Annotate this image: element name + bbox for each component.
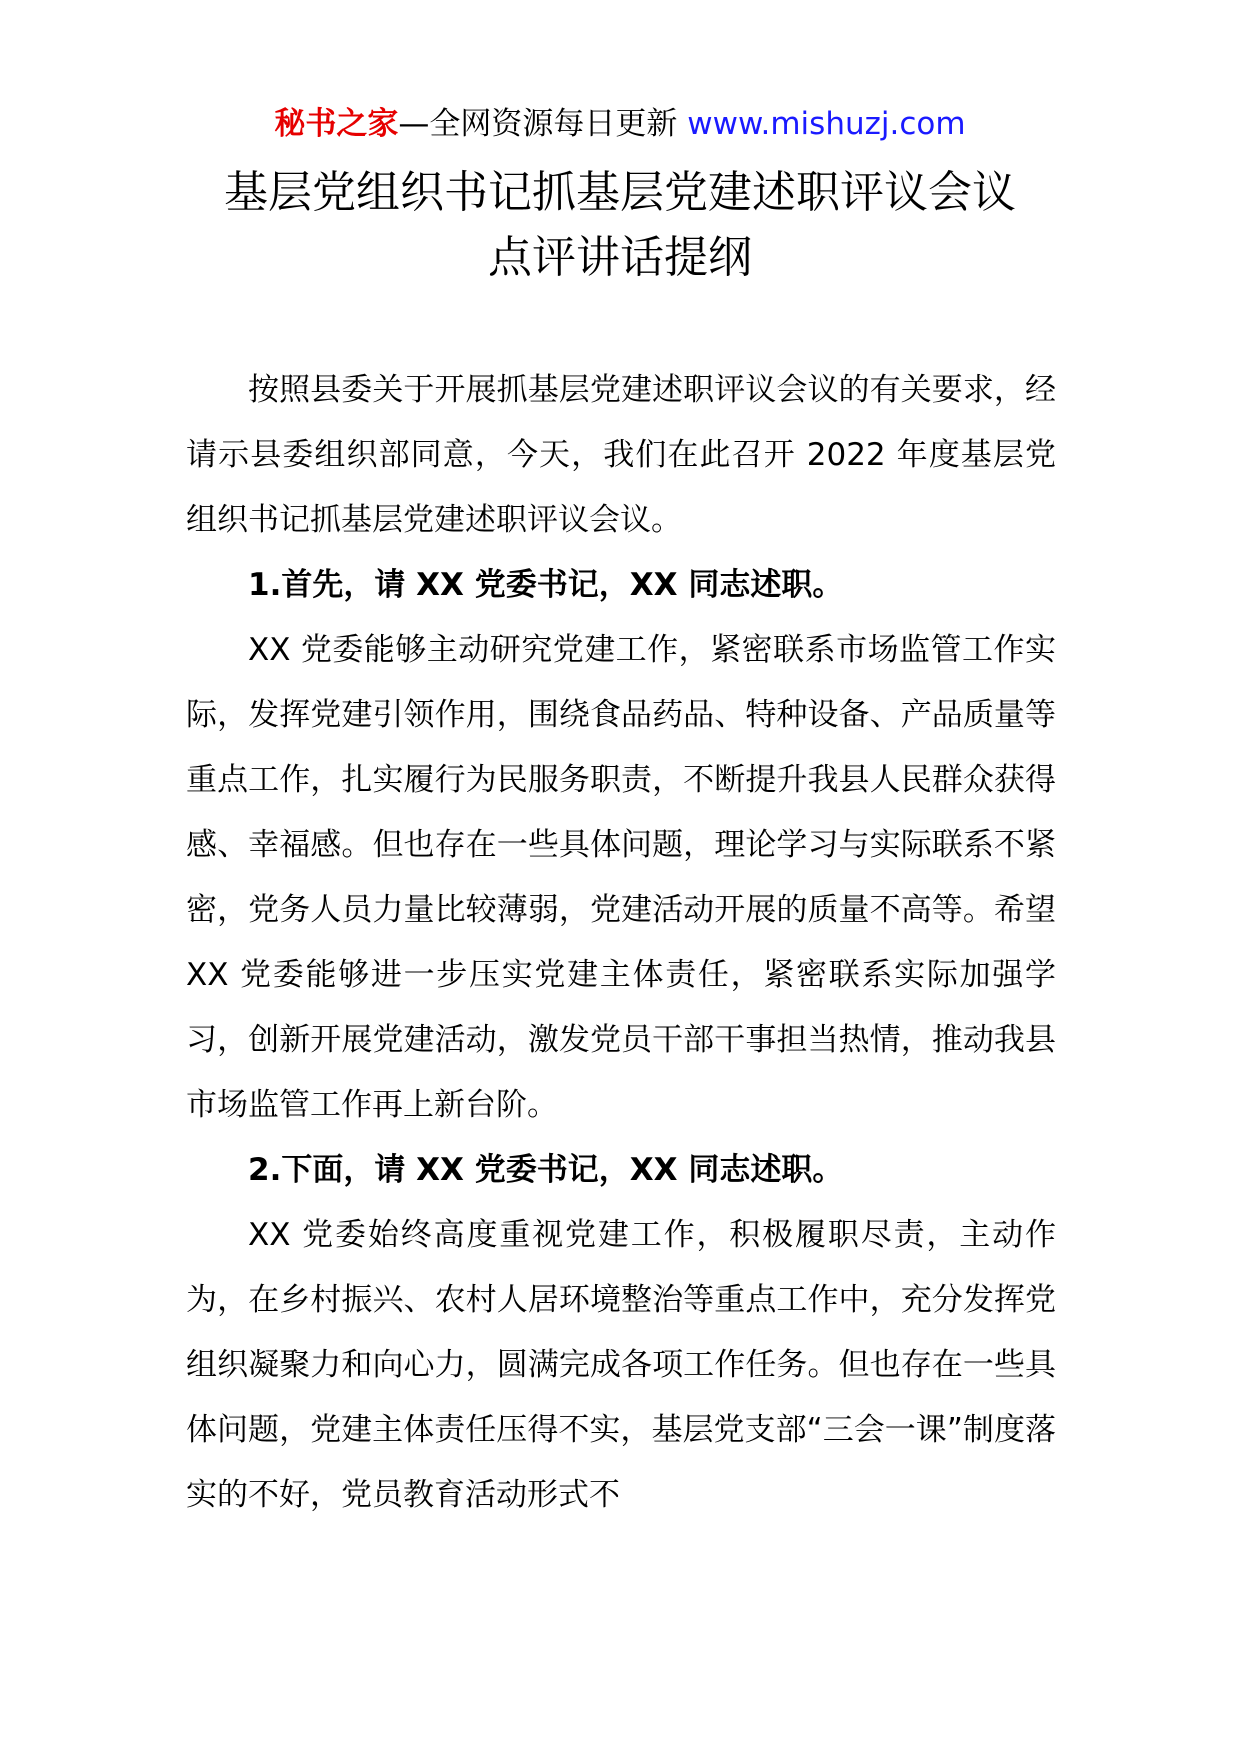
document-title-line-2: 点评讲话提纲: [488, 232, 752, 283]
site-header: [0, 102, 1240, 146]
document-title-line-1: 基层党组织书记抓基层党建述职评议会议: [224, 167, 1016, 218]
document-body: [186, 358, 1056, 1528]
section-heading-1: 1.首先，请 XX 党委书记，XX 同志述职。: [248, 567, 844, 603]
section-heading-2: 2.下面，请 XX 党委书记，XX 同志述职。: [248, 1152, 844, 1188]
section-1-paragraph: XX 党委能够主动研究党建工作，紧密联系市场监管工作实际，发挥党建引领作用，围绕食品药品、特种设备、产品质量等重点工作，扎实履行为民服务职责，不断提升我县人民群众获得感、幸福感。但也存在一些具体问题，理论学习与实际联系不紧密，党务人员力量比较薄弱，党建活动开展的质量不高等。希望 XX 党委能够进一步压实党建主体责任，紧密联系实际加强学习，创新开展党建活动，激发党员干部干事担当热情，推动我县市场监管工作再上新台阶。: [186, 632, 1056, 1123]
site-name: 秘书之家: [274, 106, 399, 142]
section-2-paragraph: XX 党委始终高度重视党建工作，积极履职尽责，主动作为，在乡村振兴、农村人居环境整治等重点工作中，充分发挥党组织凝聚力和向心力，圆满完成各项工作任务。但也存在一些具体问题，党建主体责任压得不实，基层党支部“三会一课”制度落实的不好，党员教育活动形式不: [186, 1217, 1056, 1513]
intro-paragraph: 按照县委关于开展抓基层党建述职评议会议的有关要求，经请示县委组织部同意，今天，我们在此召开 2022 年度基层党组织书记抓基层党建述职评议会议。: [186, 372, 1056, 538]
site-url-link[interactable]: www.mishuzj.com: [687, 106, 966, 142]
site-tagline: —全网资源每日更新: [398, 106, 678, 142]
